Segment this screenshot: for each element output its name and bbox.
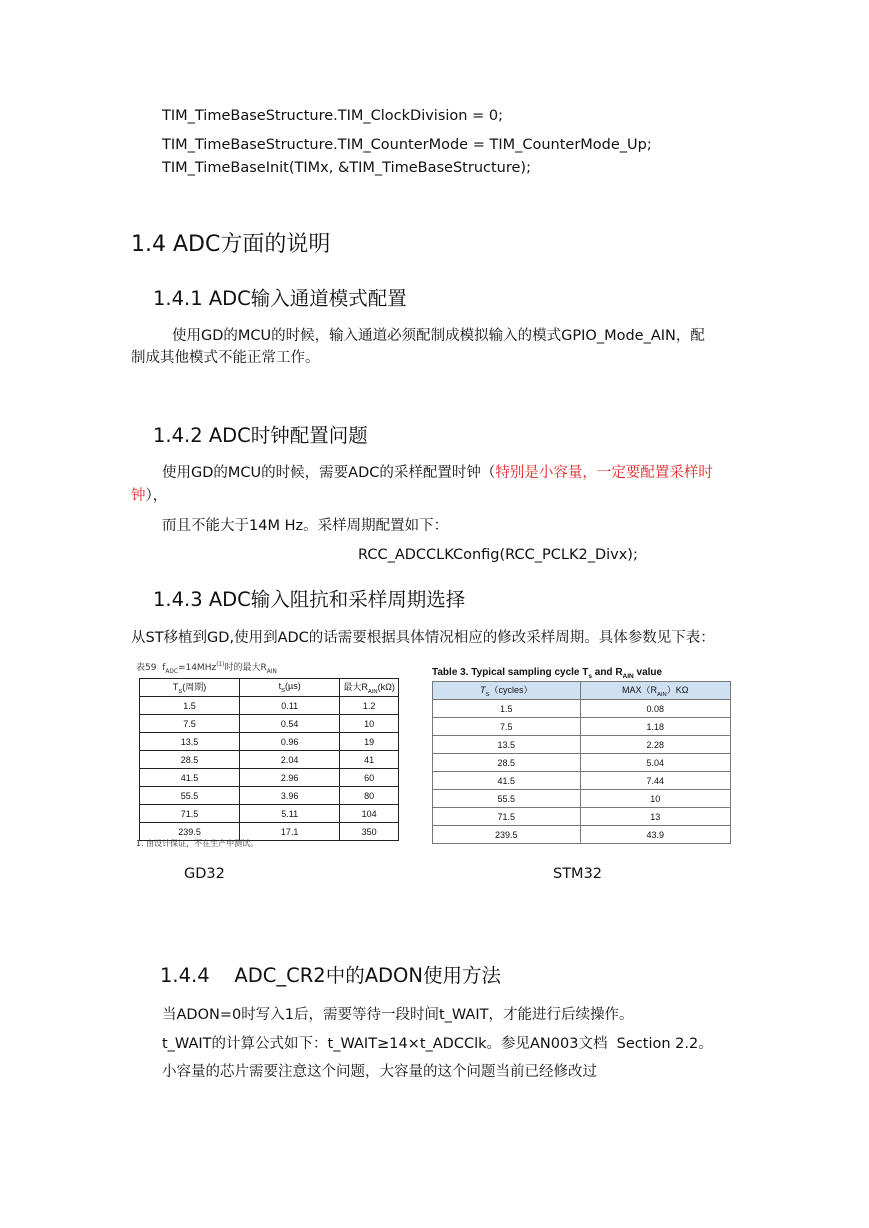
section-heading-1-4: 1.4 ADC方面的说明 <box>131 232 331 257</box>
code-line-counter-mode: TIM_TimeBaseStructure.TIM_CounterMode = TIM_CounterMode_Up; <box>162 137 652 153</box>
gd-header-tus-main: t <box>278 681 282 692</box>
code-line-timebase-init: TIM_TimeBaseInit(TIMx, &TIM_TimeBaseStructure); <box>162 160 531 176</box>
paragraph-1-4-2-line1 <box>162 461 713 485</box>
gd-header-tus-sub: S <box>281 687 286 694</box>
gd-table-caption <box>136 660 277 675</box>
paragraph-1-4-2-line3: 而且不能大于14M Hz。采样周期配置如下： <box>162 518 449 534</box>
table-row <box>433 826 731 844</box>
gd32-sampling-table <box>139 678 399 841</box>
st-cell-ts: 71.5 <box>433 808 581 826</box>
gd-cell-ts: 71.5 <box>140 805 240 823</box>
gd-cell-ts: 7.5 <box>140 715 240 733</box>
table-row <box>433 808 731 826</box>
st-header-max-tail: ）KΩ <box>666 685 689 696</box>
table-row <box>433 790 731 808</box>
table-row <box>140 805 399 823</box>
gd-cell-ts: 55.5 <box>140 787 240 805</box>
table-row <box>140 787 399 805</box>
section-heading-1-4-1: 1.4.1 ADC输入通道模式配置 <box>153 287 407 310</box>
gd32-label: GD32 <box>184 866 225 882</box>
paragraph-1-4-4-line3: 小容量的芯片需要注意这个问题，大容量的这个问题当前已经修改过 <box>162 1064 597 1080</box>
gd-header-tus <box>240 679 340 697</box>
gd-header-rain-main: 最大R <box>343 682 368 693</box>
st-cell-ts: 13.5 <box>433 736 581 754</box>
gd-cell-ts: 41.5 <box>140 769 240 787</box>
table-row <box>433 736 731 754</box>
gd-cell-rain: 1.2 <box>340 697 399 715</box>
gd-header-ts <box>140 679 240 697</box>
gd-cell-rain: 60 <box>340 769 399 787</box>
gd-cell-tus: 5.11 <box>240 805 340 823</box>
st-cell-max: 5.04 <box>580 754 730 772</box>
st-cell-max: 13 <box>580 808 730 826</box>
st-cell-max: 10 <box>580 790 730 808</box>
st-header-ts-sub: S <box>485 691 490 698</box>
gd-cell-tus: 0.11 <box>240 697 340 715</box>
st-caption-sub: s <box>588 673 592 680</box>
gd-table-header-row <box>140 679 399 697</box>
st-cell-ts: 1.5 <box>433 700 581 718</box>
section-heading-1-4-4: 1.4.4 ADC_CR2中的ADON使用方法 <box>160 964 501 987</box>
st-caption-sub2: AIN <box>622 673 634 680</box>
st-caption-a: Table 3. Typical sampling cycle T <box>432 667 589 678</box>
paragraph-1-4-2-text-b: ）， <box>145 488 168 504</box>
table-row <box>140 733 399 751</box>
table-row <box>140 715 399 733</box>
paragraph-1-4-2-red-text: 特别是小容量，一定要配置采样时 <box>495 465 713 481</box>
gd-header-tus-tail: (µs) <box>285 681 301 692</box>
gd-cell-rain: 19 <box>340 733 399 751</box>
gd-caption-f-sub: ADC <box>165 668 178 675</box>
stm32-sampling-table <box>432 681 731 844</box>
table-row <box>433 754 731 772</box>
st-cell-ts: 55.5 <box>433 790 581 808</box>
paragraph-1-4-1-line2: 制成其他模式不能正常工作。 <box>131 350 320 366</box>
gd-header-ts-tail: (周期) <box>182 682 207 693</box>
paragraph-1-4-2-red-text-2: 钟 <box>131 488 146 504</box>
gd-caption-sup: (1) <box>216 662 225 668</box>
gd-caption-f: f <box>162 663 166 673</box>
gd-cell-rain: 350 <box>340 823 399 841</box>
st-cell-ts: 239.5 <box>433 826 581 844</box>
st-cell-ts: 7.5 <box>433 718 581 736</box>
gd-cell-ts: 13.5 <box>140 733 240 751</box>
gd-header-ts-sub: S <box>178 688 183 695</box>
paragraph-1-4-4-line1: 当ADON=0时写入1后，需要等待一段时间t_WAIT，才能进行后续操作。 <box>162 1007 634 1023</box>
table-row <box>140 697 399 715</box>
gd-caption-prefix: 表59 <box>136 663 157 673</box>
table-row <box>140 769 399 787</box>
table-row <box>433 718 731 736</box>
gd-cell-tus: 2.96 <box>240 769 340 787</box>
gd-cell-ts: 1.5 <box>140 697 240 715</box>
gd-caption-r-sub: AIN <box>266 668 277 675</box>
gd-header-ts-main: T <box>172 682 179 693</box>
st-cell-max: 43.9 <box>580 826 730 844</box>
paragraph-1-4-2-line2 <box>131 484 167 508</box>
gd-cell-rain: 41 <box>340 751 399 769</box>
stm32-label: STM32 <box>553 866 603 882</box>
gd-header-rain <box>340 679 399 697</box>
code-line-clock-division: TIM_TimeBaseStructure.TIM_ClockDivision = 0; <box>162 108 503 124</box>
gd-cell-ts: 239.5 <box>140 823 240 841</box>
st-cell-max: 7.44 <box>580 772 730 790</box>
st-cell-max: 2.28 <box>580 736 730 754</box>
gd-header-rain-tail: (kΩ) <box>377 682 395 693</box>
st-header-max-sub: AIN <box>657 691 667 698</box>
paragraph-1-4-2-text-a: 使用GD的MCU的时候，需要ADC的采样配置时钟（ <box>162 465 496 481</box>
paragraph-1-4-2-code: RCC_ADCCLKConfig(RCC_PCLK2_Divx); <box>358 547 638 563</box>
table-row <box>433 772 731 790</box>
paragraph-1-4-3: 从ST移植到GD,使用到ADC的话需要根据具体情况相应的修改采样周期。具体参数见下表： <box>131 630 715 646</box>
gd-cell-tus: 2.04 <box>240 751 340 769</box>
st-table-caption <box>432 667 662 680</box>
section-heading-1-4-3: 1.4.3 ADC输入阻抗和采样周期选择 <box>153 588 466 611</box>
st-caption-c: value <box>633 667 663 678</box>
st-cell-max: 0.08 <box>580 700 730 718</box>
st-header-ts-main: T <box>480 685 486 696</box>
st-header-ts <box>433 682 581 700</box>
gd-cell-rain: 104 <box>340 805 399 823</box>
paragraph-1-4-1-line1: 使用GD的MCU的时候，输入通道必须配制成模拟输入的模式GPIO_Mode_AIN，配 <box>172 328 705 344</box>
gd-table-note: 1. 由设计保证，不在生产中测试。 <box>136 839 259 848</box>
st-table-header-row <box>433 682 731 700</box>
gd-cell-tus: 0.54 <box>240 715 340 733</box>
table-row <box>433 700 731 718</box>
gd-cell-rain: 10 <box>340 715 399 733</box>
gd-cell-tus: 3.96 <box>240 787 340 805</box>
st-cell-ts: 41.5 <box>433 772 581 790</box>
gd-caption-mid: =14MHz <box>177 663 217 673</box>
gd-caption-rest: 时的最大R <box>224 663 267 673</box>
st-header-max-main: MAX（R <box>622 685 658 696</box>
table-row <box>140 751 399 769</box>
st-header-max <box>580 682 730 700</box>
gd-header-rain-sub: AIN <box>367 688 378 695</box>
st-header-ts-tail: （cycles） <box>489 685 533 696</box>
st-cell-ts: 28.5 <box>433 754 581 772</box>
paragraph-1-4-4-line2: t_WAIT的计算公式如下：t_WAIT≥14×t_ADCClk。参见AN003文档 Section 2.2。 <box>162 1036 713 1052</box>
gd-cell-tus: 0.96 <box>240 733 340 751</box>
st-cell-max: 1.18 <box>580 718 730 736</box>
section-heading-1-4-2: 1.4.2 ADC时钟配置问题 <box>153 424 368 447</box>
st-caption-b: and R <box>591 667 623 678</box>
gd-cell-tus: 17.1 <box>240 823 340 841</box>
gd-cell-ts: 28.5 <box>140 751 240 769</box>
gd-cell-rain: 80 <box>340 787 399 805</box>
